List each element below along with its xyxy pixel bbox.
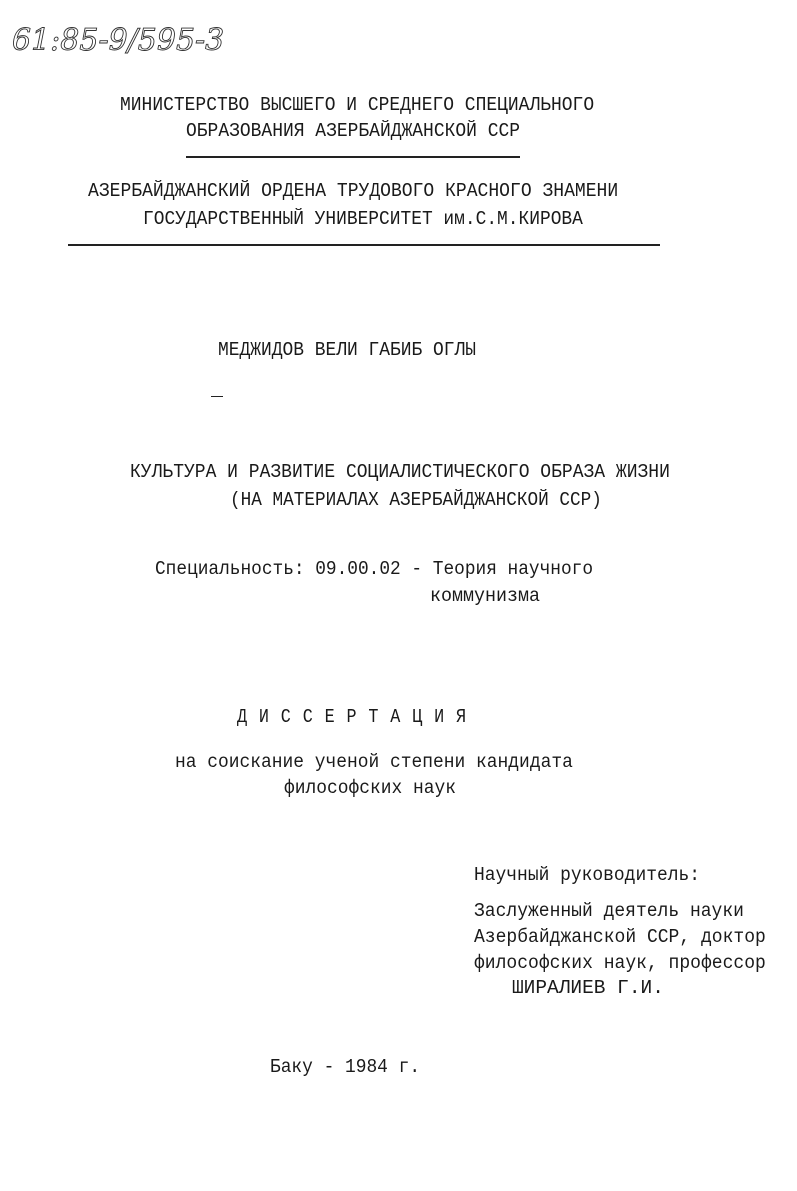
dissertation-title-line-2: (НА МАТЕРИАЛАХ АЗЕРБАЙДЖАНСКОЙ ССР) — [230, 489, 602, 511]
supervisor-line-1: Заслуженный деятель науки — [474, 900, 744, 922]
ministry-line-1: МИНИСТЕРСТВО ВЫСШЕГО И СРЕДНЕГО СПЕЦИАЛЬНОГО — [120, 94, 595, 116]
specialty-line-1: Специальность: 09.00.02 - Теория научного — [155, 558, 594, 580]
place-and-year: Баку - 1984 г. — [270, 1056, 421, 1078]
university-line-2: ГОСУДАРСТВЕННЫЙ УНИВЕРСИТЕТ им.С.М.КИРОВА — [143, 208, 583, 230]
svg-text:61:85-9/595-3: 61:85-9/595-3 — [12, 23, 225, 58]
dissertation-title-line-1: КУЛЬТУРА И РАЗВИТИЕ СОЦИАЛИСТИЧЕСКОГО ОБРАЗА ЖИЗНИ — [130, 461, 670, 483]
ministry-line-2: ОБРАЗОВАНИЯ АЗЕРБАЙДЖАНСКОЙ ССР — [186, 120, 521, 142]
supervisor-line-3: философских наук, профессор — [474, 952, 766, 974]
supervisor-line-2: Азербайджанской ССР, доктор — [474, 926, 766, 948]
degree-line-1: на соискание ученой степени кандидата — [175, 751, 573, 773]
small-dash — [211, 396, 223, 397]
supervisor-heading: Научный руководитель: — [474, 864, 701, 886]
archive-handwritten-mark — [8, 12, 228, 62]
supervisor-name: ШИРАЛИЕВ Г.И. — [512, 977, 664, 999]
work-type-heading: Д И С С Е Р Т А Ц И Я — [237, 706, 467, 728]
specialty-line-2: коммунизма — [430, 585, 541, 607]
author-name: МЕДЖИДОВ ВЕЛИ ГАБИБ ОГЛЫ — [218, 339, 477, 361]
university-line-1: АЗЕРБАЙДЖАНСКИЙ ОРДЕНА ТРУДОВОГО КРАСНОГО ЗНАМЕНИ — [88, 180, 619, 202]
divider-long — [68, 244, 660, 246]
degree-line-2: философских наук — [284, 777, 457, 799]
divider-short — [186, 156, 520, 158]
